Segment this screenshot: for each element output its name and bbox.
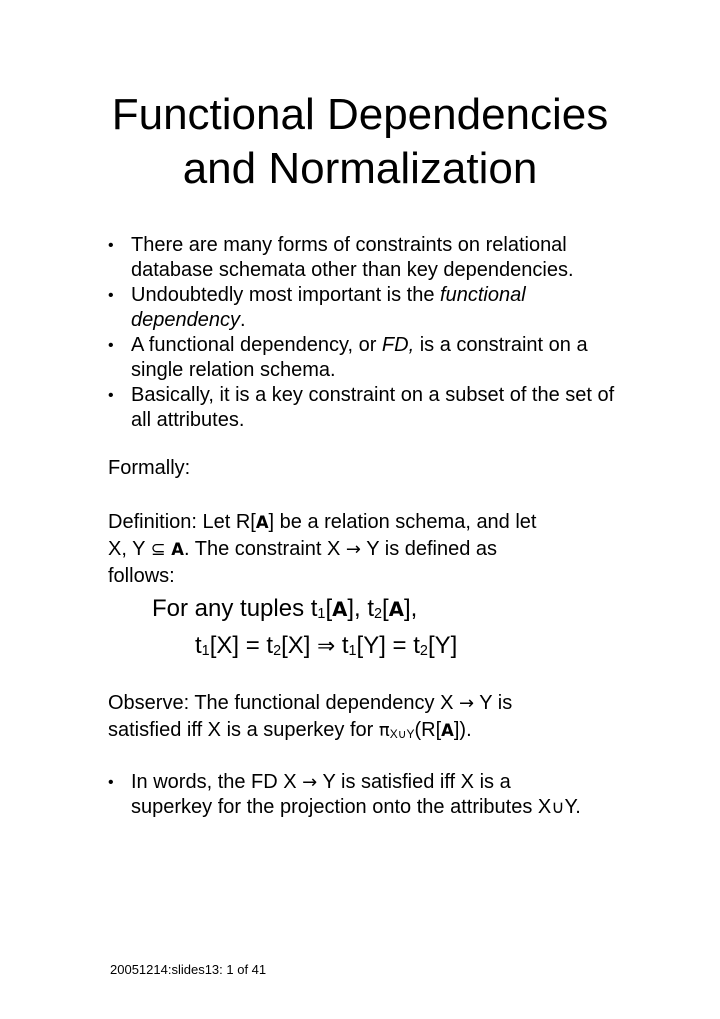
formula-text: [Y] — [427, 632, 458, 659]
observe-text: Y is — [474, 692, 513, 714]
formula-text: [Y] = t — [356, 632, 420, 659]
formula-text: [ — [382, 595, 389, 622]
formally-label: Formally: — [108, 457, 191, 479]
subscript: 1 — [317, 606, 326, 623]
page-footer: 20051214:slides13: 1 of 41 — [110, 962, 267, 977]
bullet-text: Y is satisfied iff X is a superkey for the projection onto the attributes X — [131, 771, 552, 818]
bullet-key-constraint — [108, 383, 628, 433]
attribute-set-a: A — [255, 513, 269, 532]
arrow-symbol: → — [458, 693, 475, 714]
bullet-fd-definition — [108, 333, 628, 383]
formula-text: For any tuples t — [152, 595, 318, 622]
subscript: X∪Y — [389, 726, 415, 741]
bullet-in-words — [108, 770, 588, 820]
formula-text: [X] — [281, 632, 318, 659]
arrow-symbol: → — [302, 772, 318, 793]
attribute-set-a: A — [388, 598, 404, 621]
formula-text: ], — [403, 595, 418, 622]
bullet-fd-important — [108, 283, 628, 333]
attribute-set-a: A — [171, 540, 184, 559]
formula-text: t — [195, 632, 202, 659]
definition-text: X, Y — [108, 538, 151, 560]
formula-text: t — [335, 632, 349, 659]
subscript: 2 — [374, 606, 383, 623]
bullet-text: A functional dependency, or — [131, 334, 382, 356]
bullet-text: In words, the FD X — [131, 771, 303, 793]
subscript: 1 — [201, 643, 210, 660]
observe-text: satisfied iff X is a superkey for — [108, 719, 379, 741]
observe-text: (R[ — [414, 719, 442, 741]
formula-line-2 — [195, 631, 457, 662]
formula-text: [X] = t — [209, 632, 274, 659]
bullet-text: Undoubtedly most important is the — [131, 284, 441, 306]
bullet-text: is a constraint on a single relation schema. — [131, 334, 588, 381]
implies-symbol: ⇒ — [317, 634, 336, 659]
attribute-set-a: A — [332, 598, 348, 621]
definition-text: . The constraint X — [183, 538, 346, 560]
page-title — [0, 88, 720, 196]
bullet-text: . — [239, 309, 246, 331]
bullet-text: Basically, it is a key constraint on a subset of the set of all attributes. — [131, 384, 615, 431]
definition-paragraph — [108, 509, 668, 589]
bullet-emphasis: functional dependency — [131, 284, 526, 331]
definition-text: ] be a relation schema, and let — [268, 511, 537, 533]
union-symbol: ∪ — [551, 797, 565, 818]
title-line-2: and Normalization — [182, 144, 538, 193]
bullet-constraints — [108, 233, 628, 283]
arrow-symbol: → — [345, 539, 362, 560]
bullet-text: Y. — [564, 796, 581, 818]
title-line-1: Functional Dependencies — [111, 90, 609, 139]
definition-text: follows: — [108, 565, 175, 587]
observe-paragraph — [108, 690, 668, 744]
formula-text: [ — [325, 595, 333, 622]
observe-text: ]). — [453, 719, 472, 741]
observe-text: Observe: The functional dependency X — [108, 692, 459, 714]
subset-symbol: ⊆ — [150, 539, 166, 560]
definition-text: Y is defined as — [361, 538, 498, 560]
subscript: 2 — [273, 643, 282, 660]
projection-symbol: π — [378, 720, 390, 741]
attribute-set-a: A — [441, 721, 454, 740]
subscript: 1 — [348, 643, 357, 660]
intro-bullet-list — [108, 233, 628, 433]
summary-bullet-list — [108, 770, 588, 820]
bullet-text: There are many forms of constraints on relational database schemata other than key dependencies. — [131, 234, 574, 281]
bullet-emphasis: FD, — [381, 334, 415, 356]
formula-text: ], t — [347, 595, 375, 622]
formula-line-1 — [152, 594, 417, 625]
subscript: 2 — [419, 643, 428, 660]
definition-text: Definition: Let R[ — [108, 511, 256, 533]
